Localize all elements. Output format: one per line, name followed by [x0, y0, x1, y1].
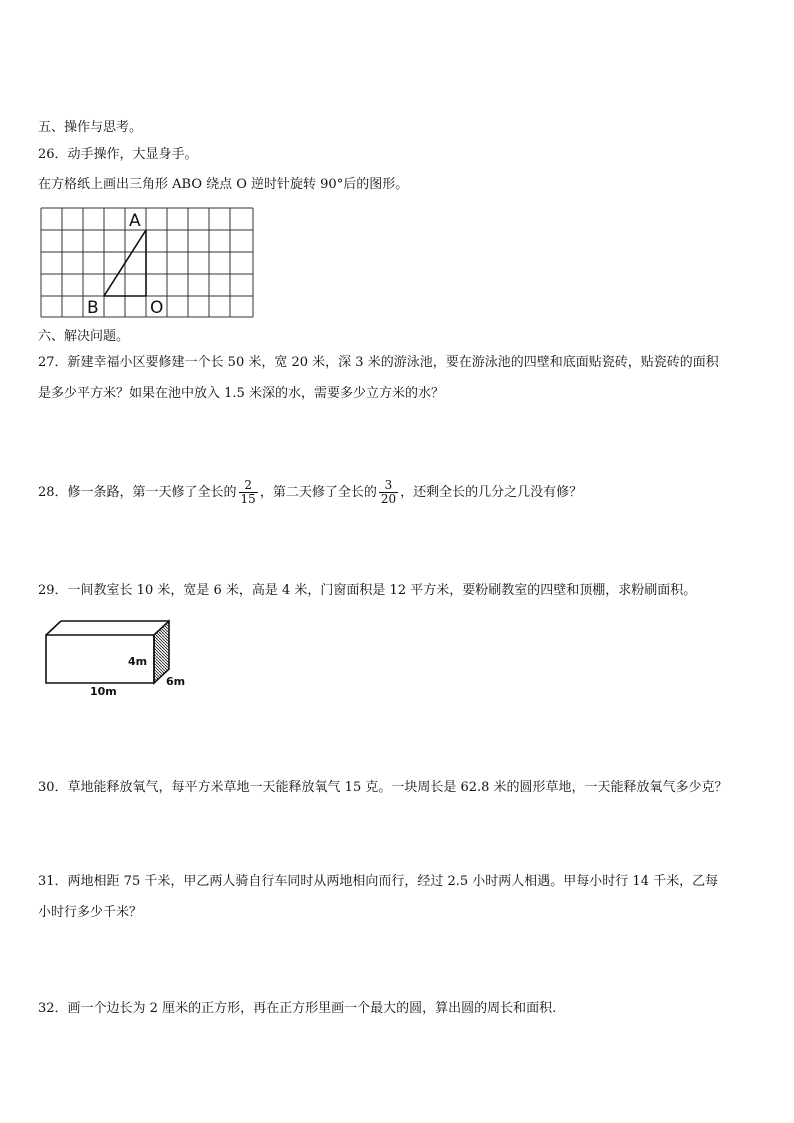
rotation-grid	[40, 207, 256, 319]
height-label: 4m	[128, 655, 148, 668]
point-a-label: A	[129, 211, 141, 231]
fraction-denominator: 15	[240, 492, 256, 506]
question-26-title: 26．动手操作，大显身手。	[38, 147, 198, 162]
question-27-line-2: 是多少平方米？如果在池中放入 1.5 米深的水，需要多少立方米的水？	[38, 386, 444, 401]
point-b-label: B	[87, 298, 99, 318]
question-26-instruction: 在方格纸上画出三角形 ABO 绕点 O 逆时针旋转 90°后的图形。	[38, 177, 409, 192]
section-heading: 六、解决问题。	[38, 329, 130, 344]
fraction-numerator: 2	[244, 478, 252, 492]
question-29: 29．一间教室长 10 米，宽是 6 米，高是 4 米，门窗面积是 12 平方米，要粉刷教室的四壁和顶棚，求粉刷面积。	[38, 583, 697, 598]
question-32: 32．画一个边长为 2 厘米的正方形，再在正方形里画一个最大的圆，算出圆的周长和面积.	[38, 1001, 557, 1016]
length-label: 10m	[90, 685, 117, 698]
width-label: 6m	[166, 675, 186, 688]
question-27-line-1: 27．新建幸福小区要修建一个长 50 米，宽 20 米，深 3 米的游泳池，要在游泳池的四壁和底面贴瓷砖，贴瓷砖的面积	[38, 355, 719, 370]
fraction-2-15	[239, 479, 258, 506]
question-31-line-2: 小时行多少千米？	[38, 905, 143, 920]
fraction-numerator: 3	[384, 478, 393, 492]
question-28-part-2: ，第二天修了全长的	[259, 485, 377, 500]
question-28	[38, 477, 582, 509]
question-31-line-1: 31．两地相距 75 千米，甲乙两人骑自行车同时从两地相向而行，经过 2.5 小时两人相遇。甲每小时行 14 千米，乙每	[38, 874, 719, 889]
classroom-cuboid	[42, 617, 192, 699]
point-o-label: O	[150, 298, 164, 318]
section-heading: 五、操作与思考。	[38, 120, 143, 135]
fraction-3-20	[379, 479, 398, 506]
fraction-denominator: 20	[380, 492, 397, 506]
question-28-part-3: ，还剩全长的几分之几没有修？	[400, 485, 583, 500]
question-30: 30．草地能释放氧气，每平方米草地一天能释放氧气 15 克。一块周长是 62.8 米的圆形草地，一天能释放氧气多少克？	[38, 780, 728, 795]
question-28-part-1: 28．修一条路，第一天修了全长的	[38, 485, 237, 500]
